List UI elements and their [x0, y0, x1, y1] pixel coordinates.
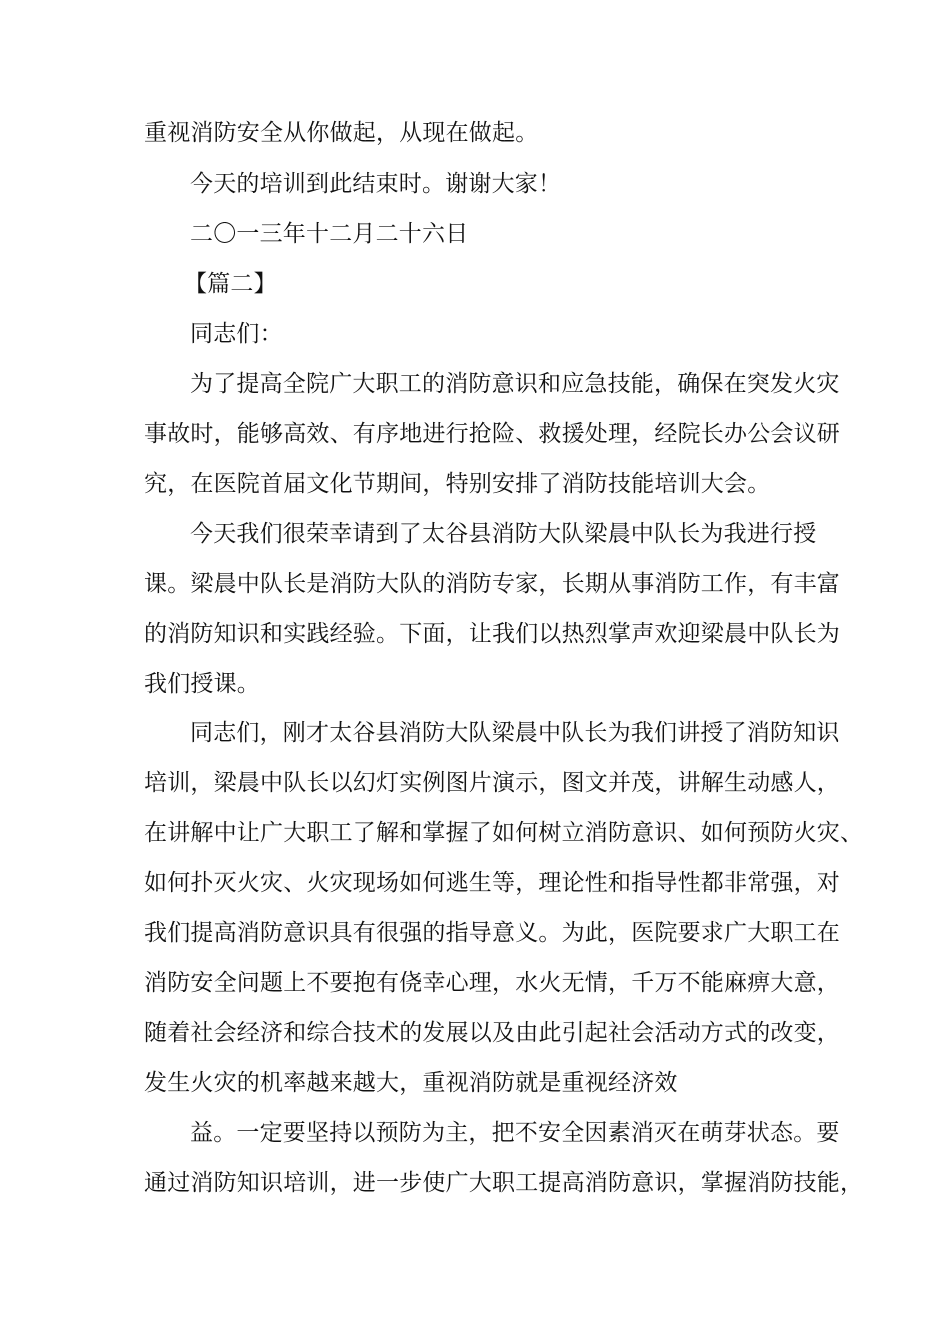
text-line: 的消防知识和实践经验。下面，让我们以热烈掌声欢迎梁晨中队长为: [144, 621, 840, 647]
text-line: 随着社会经济和综合技术的发展以及由此引起社会活动方式的改变，: [144, 1020, 840, 1046]
text-line: 发生火灾的机率越来越大，重视消防就是重视经济效: [144, 1070, 678, 1096]
text-line: 同志们，刚才太谷县消防大队梁晨中队长为我们讲授了消防知识: [190, 720, 840, 746]
salutation: 同志们：: [190, 321, 283, 347]
text-line: 培训，梁晨中队长以幻灯实例图片演示，图文并茂，讲解生动感人，: [144, 770, 840, 796]
text-line: 课。梁晨中队长是消防大队的消防专家，长期从事消防工作，有丰富: [144, 571, 840, 597]
text-line: 消防安全问题上不要抱有侥幸心理，水火无情，千万不能麻痹大意，: [144, 970, 840, 996]
text-line: 二〇一三年十二月二十六日: [190, 221, 469, 247]
text-line: 重视消防安全从你做起，从现在做起。: [144, 120, 539, 146]
text-line: 事故时，能够高效、有序地进行抢险、救援处理，经院长办公会议研: [144, 421, 840, 447]
text-line: 在讲解中让广大职工了解和掌握了如何树立消防意识、如何预防火灾、: [144, 820, 864, 846]
text-line: 我们提高消防意识具有很强的指导意义。为此，医院要求广大职工在: [144, 920, 840, 946]
text-line: 今天我们很荣幸请到了太谷县消防大队梁晨中队长为我进行授: [190, 521, 817, 547]
text-line: 如何扑灭火灾、火灾现场如何逃生等，理论性和指导性都非常强，对: [144, 870, 840, 896]
text-line: 今天的培训到此结束时。谢谢大家！: [190, 171, 562, 197]
text-line: 究，在医院首届文化节期间，特别安排了消防技能培训大会。: [144, 471, 771, 497]
text-line: 益。一定要坚持以预防为主，把不安全因素消灭在萌芽状态。要: [190, 1120, 840, 1146]
text-line: 我们授课。: [144, 671, 260, 697]
text-line: 通过消防知识培训，进一步使广大职工提高消防意识，掌握消防技能，: [144, 1170, 864, 1196]
section-heading: 【篇二】: [184, 271, 277, 297]
text-line: 为了提高全院广大职工的消防意识和应急技能，确保在突发火灾: [190, 371, 840, 397]
